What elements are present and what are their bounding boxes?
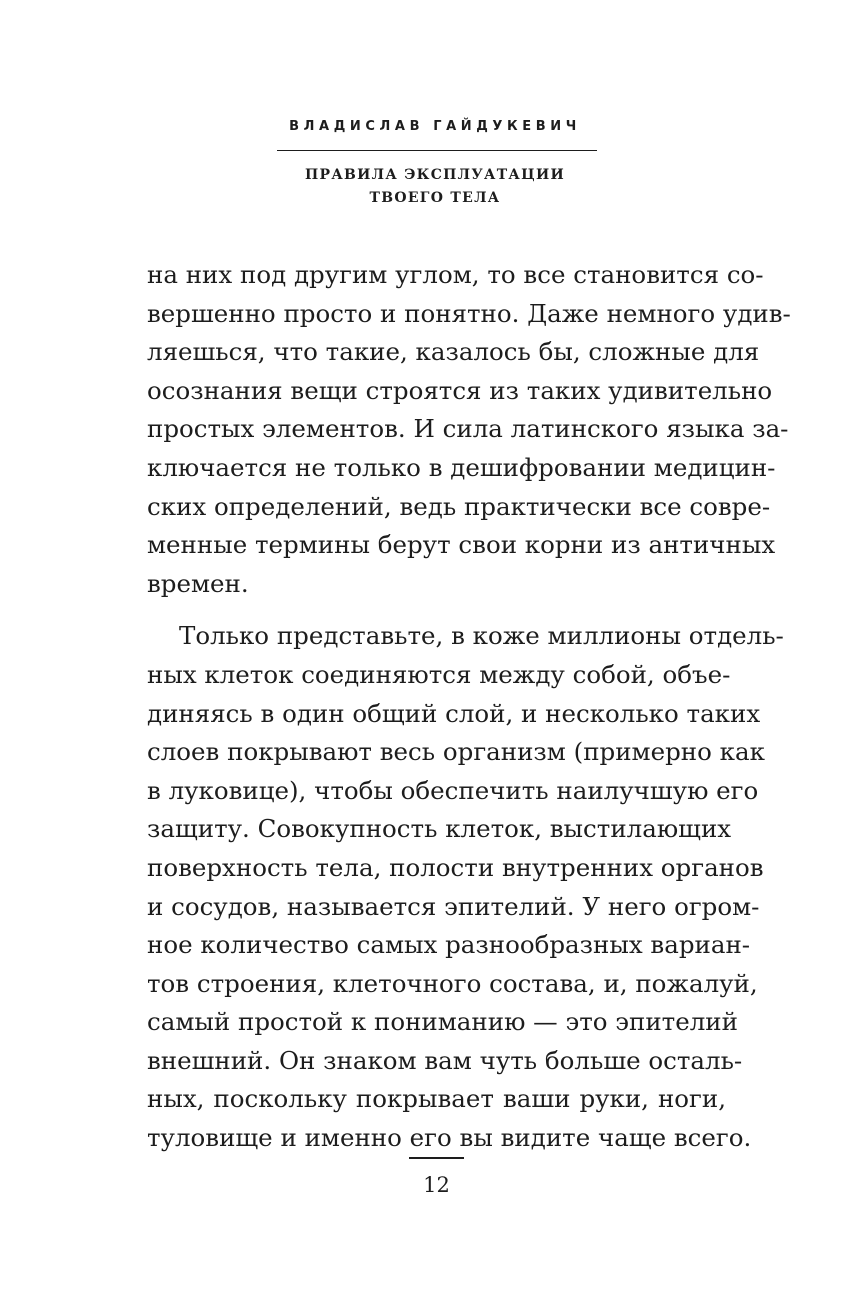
- text-line: диняясь в один общий слой, и несколько таких: [147, 698, 761, 728]
- text-line: внешний. Он знаком вам чуть больше осталь-: [147, 1045, 743, 1075]
- text-line: простых элементов. И сила латинского языка за-: [147, 414, 789, 444]
- text-line: осознания вещи строятся из таких удивительно: [147, 375, 773, 405]
- text-line: вершенно просто и понятно. Даже немного удив-: [147, 298, 791, 328]
- text-line: в луковице), чтобы обеспечить наилучшую его: [147, 775, 759, 805]
- paragraph: [147, 256, 791, 603]
- author-name: ВЛАДИСЛАВ ГАЙДУКЕВИЧ: [289, 119, 581, 134]
- text-line: времен.: [147, 568, 249, 598]
- body-text: [147, 256, 791, 1158]
- text-line: слоев покрывают весь организм (примерно как: [147, 737, 765, 767]
- text-line: менные термины берут свои корни из античных: [147, 530, 776, 560]
- text-line: и сосудов, называется эпителий. У него огром-: [147, 891, 760, 921]
- book-title: [0, 164, 844, 210]
- book-title-line: ПРАВИЛА ЭКСПЛУАТАЦИИ: [304, 167, 566, 183]
- header-divider: [277, 150, 597, 151]
- text-line: ных, поскольку покрывает ваши руки, ноги,: [147, 1084, 726, 1114]
- page-number: 12: [423, 1173, 450, 1197]
- text-line: ных клеток соединяются между собой, объе-: [147, 659, 731, 689]
- paragraph-spacing: [147, 603, 726, 617]
- text-line: поверхность тела, полости внутренних органов: [147, 852, 764, 882]
- text-line: ное количество самых разнообразных вариан-: [147, 930, 751, 960]
- text-line: ключается не только в дешифровании медицин-: [147, 452, 776, 482]
- book-title-line: ТВОЕГО ТЕЛА: [369, 190, 501, 206]
- text-line: на них под другим углом, то все становится со-: [147, 260, 764, 289]
- text-line: туловище и именно его вы видите чаще всего.: [147, 1123, 752, 1153]
- paragraph: [147, 617, 784, 1157]
- footer-divider: [409, 1157, 464, 1159]
- text-line: самый простой к пониманию — это эпителий: [147, 1007, 738, 1037]
- text-line: ских определений, ведь практически все совре-: [147, 491, 771, 521]
- text-line: тов строения, клеточного состава, и, пожалуй,: [147, 968, 758, 998]
- text-line: защиту. Совокупность клеток, выстилающих: [147, 814, 732, 844]
- text-line: ляешься, что такие, казалось бы, сложные для: [147, 337, 760, 367]
- text-line: Только представьте, в коже миллионы отдель-: [179, 621, 784, 651]
